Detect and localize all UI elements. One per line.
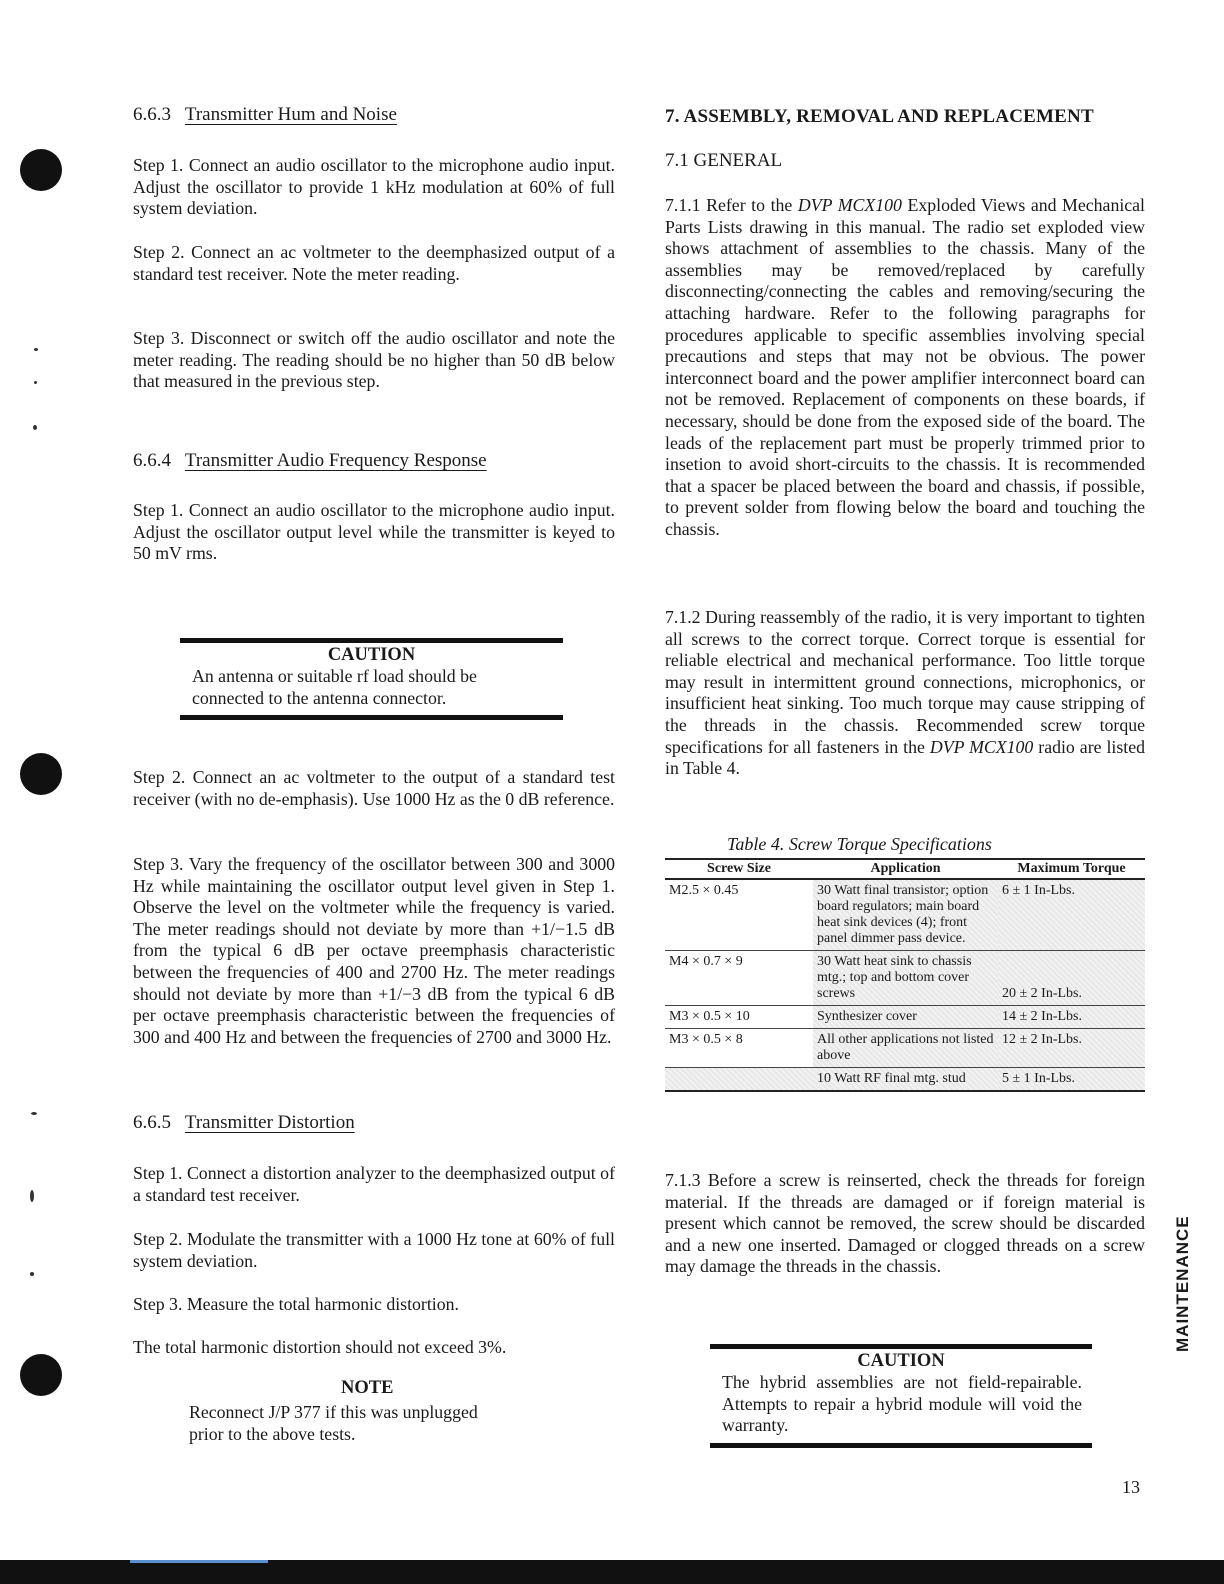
table-row [665,951,1145,1006]
paragraph-text: 7.1.1 Refer to the [665,195,798,215]
section-title: Transmitter Audio Frequency Response [184,450,487,471]
scan-speck [30,1272,34,1276]
table-cell: Synthesizer cover [813,1006,998,1029]
table-cell: M3 × 0.5 × 8 [665,1029,813,1068]
binder-hole-bottom [20,1354,62,1396]
section-number: 6.6.3 [133,104,171,125]
note-line: prior to the above tests. [189,1423,356,1444]
table-cell: M2.5 × 0.45 [665,879,813,951]
step-paragraph: Step 2. Connect an ac voltmeter to the output of a standard test receiver (with no de-emphasis). Use 1000 Hz as the 0 dB reference. [133,767,615,809]
caution-title: CAUTION [857,1351,945,1371]
scan-edge-mark [130,1560,268,1563]
section-title: Transmitter Distortion [184,1112,355,1133]
scan-speck [33,425,37,430]
table-cell: 20 ± 2 In-Lbs. [998,951,1145,1006]
binder-hole-middle [20,753,62,795]
step-paragraph: Step 2. Modulate the transmitter with a 1000 Hz tone at 60% of full system deviation. [133,1229,615,1271]
table-row [665,1068,1145,1092]
table-cell: M3 × 0.5 × 10 [665,1006,813,1029]
section-heading-6-6-5 [133,1112,355,1134]
paragraph-text: radio are listed in Table 4. [665,736,1146,779]
note-title: NOTE [341,1378,394,1398]
page-number: 13 [1122,1477,1140,1497]
column-header: Application [813,859,998,879]
note-body [189,1402,589,1445]
section-heading-6-6-4 [133,450,487,472]
thd-statement: The total harmonic distortion should not exceed 3%. [133,1337,507,1357]
table-cell: 6 ± 1 In-Lbs. [998,879,1145,951]
table-row [665,879,1145,951]
table-row [665,1006,1145,1029]
step-paragraph: Step 1. Connect a distortion analyzer to the deemphasized output of a standard test receiver. [133,1163,615,1205]
note-line: Reconnect J/P 377 if this was unplugged [189,1402,478,1422]
step-paragraph: Step 3. Measure the total harmonic distortion. [133,1294,459,1314]
scan-speck [34,381,37,384]
binder-hole-top [20,149,62,191]
section-title: Transmitter Hum and Noise [184,104,397,125]
table-header-row [665,859,1145,879]
paragraph-text: Exploded Views and Mechanical Parts Lists drawing in this manual. The radio set exploded view shows attachment of assemblies to the chassis. Many of the assemblies may be removed/replaced by carefully disconnecting/connecting the cables and removing/securing the attaching hardware. Refer to the following paragraphs for procedures applicable to specific assemblies involving special precautions and steps that may not be obvious. The power interconnect board and the power amplifier interconnect board can not be removed. Replacement of components on these boards, if necessary, should be done from the exposed side of the board. The leads of the replacement part must be properly trimmed prior to insetion to avoid short-circuits to the chassis. It is recommended that a spacer be placed between the board and chassis, if possible, to prevent solder from flowing below the board and touching the chassis. [665,195,1145,539]
table-cell: All other applications not listed above [813,1029,998,1068]
paragraph-text: 7.1.2 During reassembly of the radio, it is very important to tighten all screws to the correct torque. Correct torque is essential for reliable electrical and mechanical performance. Too little torque may result in intermittent ground connections, microphonics, or insufficient heat sinking. Too much torque may cause stripping of the threads in the chassis. Recommended screw torque specifications for all fasteners in the [665,607,1145,757]
table-cell: 5 ± 1 In-Lbs. [998,1068,1145,1092]
section-number: 6.6.4 [133,450,171,471]
table-cell [665,1068,813,1092]
model-name: DVP MCX100 [929,736,1034,757]
caution-box [180,638,563,720]
step-paragraph: Step 1. Connect an audio oscillator to the microphone audio input. Adjust the oscillator output level while the transmitter is keyed to 50 mV rms. [133,500,615,564]
side-tab-label: MAINTENANCE [1173,1215,1192,1352]
table-cell: M4 × 0.7 × 9 [665,951,813,1006]
table-caption: Table 4. Screw Torque Specifications [727,834,992,854]
paragraph-7-1-1 [665,195,1145,541]
table-cell: 12 ± 2 In-Lbs. [998,1029,1145,1068]
paragraph-7-1-2 [665,607,1145,780]
scan-speck [34,348,38,351]
section-heading-7-1: 7.1 GENERAL [665,150,783,171]
table-cell: 10 Watt RF final mtg. stud [813,1068,998,1092]
torque-table [665,858,1145,1092]
step-paragraph: Step 2. Connect an ac voltmeter to the deemphasized output of a standard test receiver. Note the meter reading. [133,242,615,284]
column-header: Screw Size [665,859,813,879]
scan-bottom-edge [0,1560,1224,1584]
paragraph-7-1-3: 7.1.3 Before a screw is reinserted, check the threads for foreign material. If the threads are damaged or if foreign material is present which cannot be removed, the screw should be discarded and a new one inserted. Damaged or clogged threads on a screw may damage the threads in the chassis. [665,1170,1145,1277]
chapter-heading: 7. ASSEMBLY, REMOVAL AND REPLACEMENT [665,106,1094,127]
step-paragraph: Step 3. Vary the frequency of the oscillator between 300 and 3000 Hz while maintaining the oscillator output level given in Step 1. Observe the level on the voltmeter while the frequency is varied. The meter readings should not deviate by more than +1/−1.5 dB from the typical 6 dB per octave preemphasis characteristic between the frequencies of 400 and 2700 Hz. The meter readings should not deviate by more than +1/−3 dB from the typical 6 dB per octave preemphasis characteristic between the frequencies of 300 and 400 Hz and between the frequencies of 2700 and 3000 Hz. [133,854,615,1047]
table-row [665,1029,1145,1068]
table-cell: 14 ± 2 In-Lbs. [998,1006,1145,1029]
section-number: 6.6.5 [133,1112,171,1133]
caution-body: An antenna or suitable rf load should be connected to the antenna connector. [192,666,477,708]
scan-speck [31,1112,37,1115]
step-paragraph: Step 3. Disconnect or switch off the audio oscillator and note the meter reading. The reading should be no higher than 50 dB below that measured in the previous step. [133,328,615,392]
table-cell: 30 Watt heat sink to chassis mtg.; top and bottom cover screws [813,951,998,1006]
caution-box [710,1344,1092,1448]
caution-title: CAUTION [327,645,416,665]
step-paragraph: Step 1. Connect an audio oscillator to the microphone audio input. Adjust the oscillator to provide 1 kHz modulation at 60% of full system deviation. [133,155,615,219]
model-name: DVP MCX100 [797,195,902,215]
column-header: Maximum Torque [998,859,1145,879]
table-cell: 30 Watt final transistor; option board regulators; main board heat sink devices (4); front panel dimmer pass device. [813,879,998,951]
caution-body: The hybrid assemblies are not field-repairable. Attempts to repair a hybrid module will void the warranty. [722,1372,1082,1436]
section-heading-6-6-3 [133,104,397,126]
scan-speck [30,1190,34,1202]
